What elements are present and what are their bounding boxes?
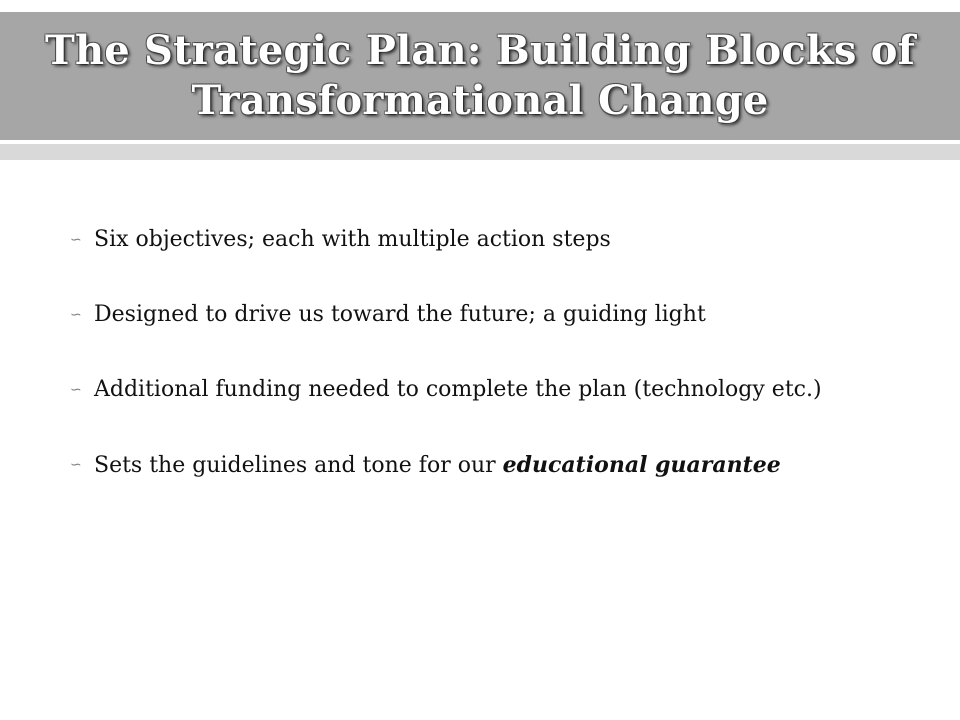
bullet-list — [70, 225, 910, 481]
bullet-item — [70, 450, 910, 481]
slide-title: The Strategic Plan: Building Blocks of Transformational Change — [44, 27, 916, 124]
bullet-text: Designed to drive us toward the future; a guiding light — [94, 302, 706, 327]
bullet-item — [70, 300, 910, 330]
wave-bullet-icon: ∽ — [70, 232, 82, 248]
bullet-text-plain: Sets the guidelines and tone for our — [94, 453, 503, 478]
wave-bullet-icon: ∽ — [70, 307, 82, 323]
bullet-item — [70, 225, 910, 255]
bullet-text: Additional funding needed to complete the plan (technology etc.) — [94, 377, 822, 402]
bullet-text: Six objectives; each with multiple action steps — [94, 227, 611, 252]
bullet-text-emphasis: educational guarantee — [502, 452, 781, 478]
title-bar — [0, 12, 960, 140]
bullet-item — [70, 375, 910, 405]
bullet-text — [94, 450, 910, 481]
wave-bullet-icon: ∽ — [70, 457, 82, 473]
wave-bullet-icon: ∽ — [70, 382, 82, 398]
title-underline — [0, 144, 960, 160]
